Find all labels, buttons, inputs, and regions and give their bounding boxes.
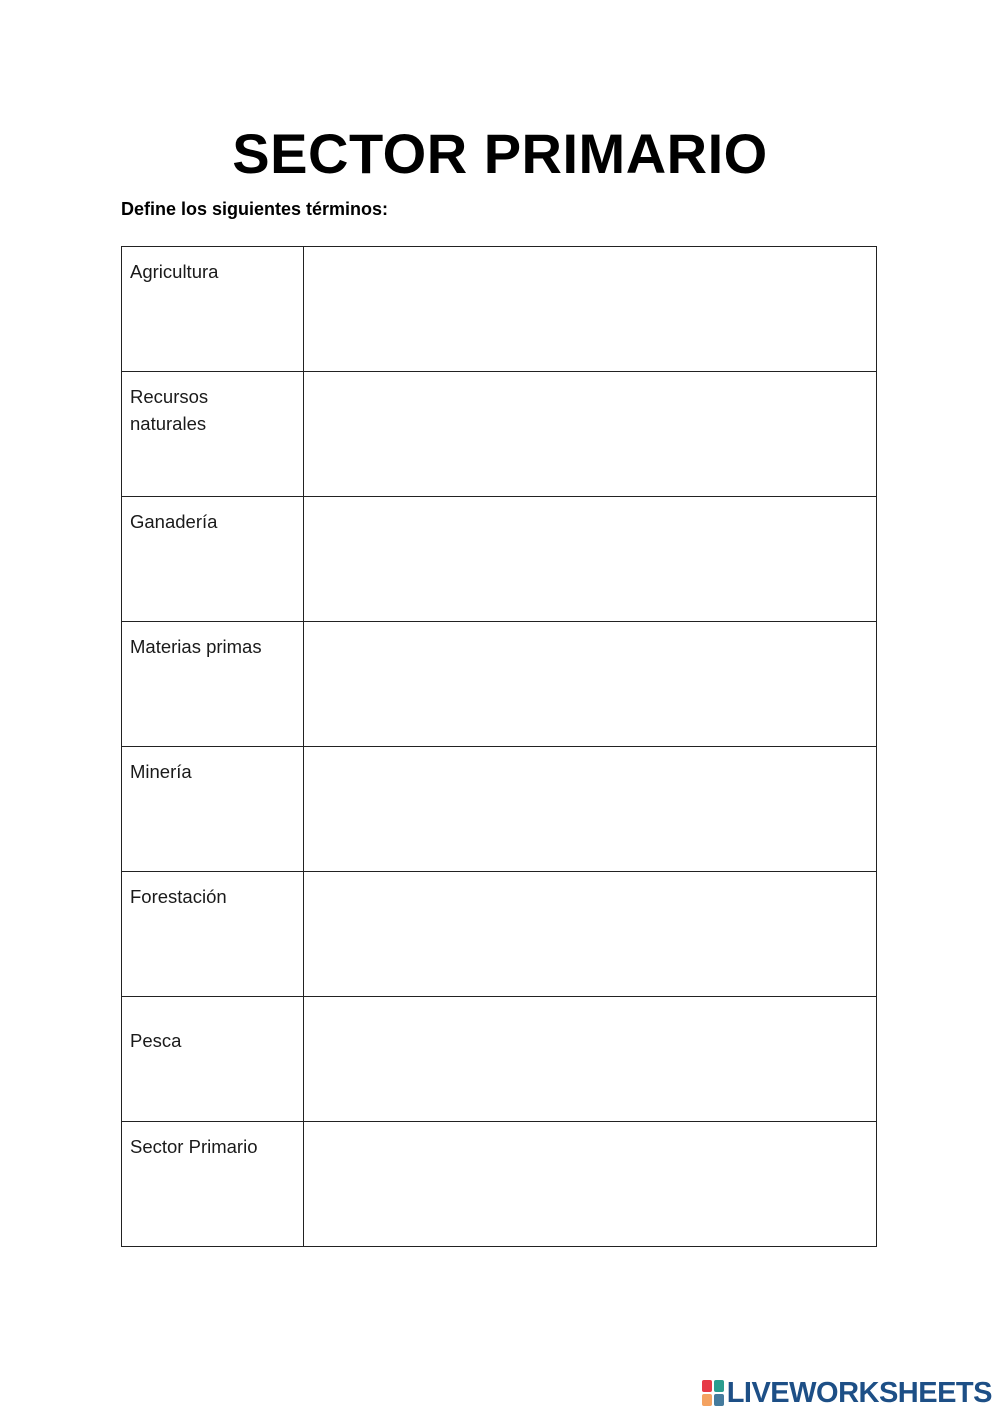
term-label: Recursos naturales <box>130 386 209 434</box>
term-cell <box>122 997 304 1122</box>
term-cell <box>122 372 304 497</box>
table-row <box>122 622 877 747</box>
liveworksheets-brand <box>701 1378 992 1408</box>
definition-answer-field[interactable] <box>304 497 877 622</box>
liveworksheets-logo-icon <box>701 1379 725 1407</box>
table-row <box>122 872 877 997</box>
table-row <box>122 247 877 372</box>
definition-answer-field[interactable] <box>304 747 877 872</box>
table-row <box>122 497 877 622</box>
term-label: Ganadería <box>130 511 218 532</box>
definition-answer-field[interactable] <box>304 997 877 1122</box>
term-cell <box>122 1122 304 1247</box>
term-label: Materias primas <box>130 636 262 657</box>
table-row <box>122 1122 877 1247</box>
page-title: SECTOR PRIMARIO <box>232 122 768 185</box>
brand-name: LIVEWORKSHEETS <box>726 1377 992 1409</box>
definition-answer-field[interactable] <box>304 622 877 747</box>
definition-answer-field[interactable] <box>304 872 877 997</box>
term-label: Sector Primario <box>130 1136 258 1157</box>
term-cell <box>122 872 304 997</box>
term-cell <box>122 247 304 372</box>
term-label: Agricultura <box>130 261 219 282</box>
definition-answer-field[interactable] <box>304 372 877 497</box>
definition-answer-field[interactable] <box>304 247 877 372</box>
instruction-text: Define los siguientes términos: <box>121 199 389 219</box>
term-cell <box>122 747 304 872</box>
term-label: Minería <box>130 761 192 782</box>
definition-answer-field[interactable] <box>304 1122 877 1247</box>
term-cell <box>122 497 304 622</box>
table-row <box>122 372 877 497</box>
term-cell <box>122 622 304 747</box>
term-label: Forestación <box>130 886 227 907</box>
table-row <box>122 997 877 1122</box>
terms-table <box>121 246 877 1247</box>
term-label: Pesca <box>130 1030 182 1051</box>
table-row <box>122 747 877 872</box>
